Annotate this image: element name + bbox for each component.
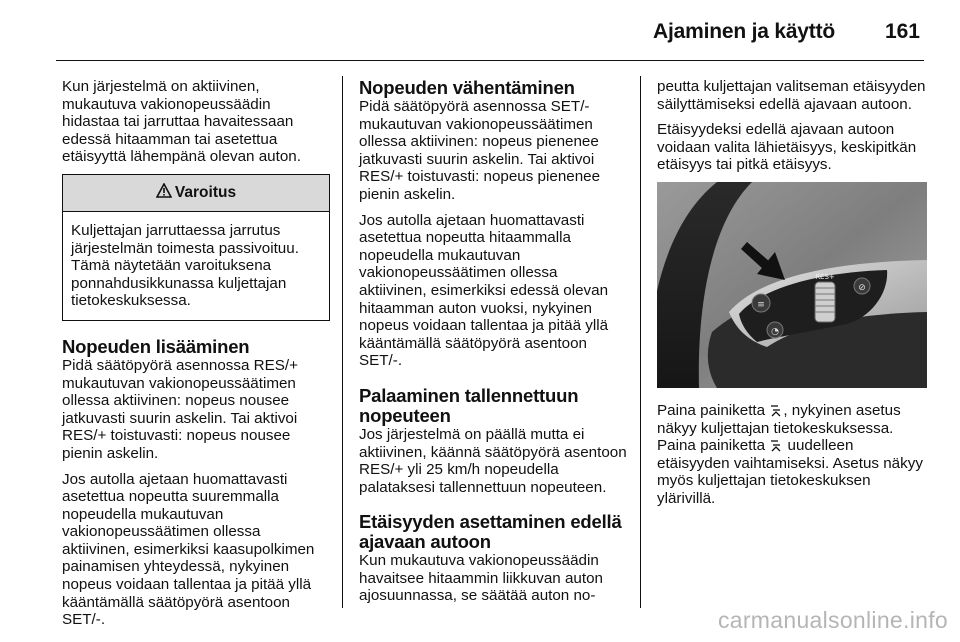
- section-heading-distance-setting: Etäisyyden asettaminen edellä ajavaan autoon: [359, 511, 622, 553]
- column-divider-2: [640, 76, 641, 608]
- page-number: 161: [884, 20, 920, 43]
- thumb-wheel: [815, 273, 835, 322]
- column-3: [657, 78, 927, 516]
- warning-text: Kuljettajan jarruttaessa jarrutus järjestelmän toimesta passivoituu. Tämä näytetään varoituksena ponnahdusikkunassa kuljettajan tietokeskuksessa.: [71, 221, 299, 310]
- steering-wheel-illustration: [657, 182, 927, 388]
- section-heading-resume-speed: Palaaminen tallennettuun nopeuteen: [359, 384, 579, 426]
- paragraph: Jos autolla ajetaan huomattavasti asetettua nopeutta suuremmalla nopeudella mukautuvan vakionopeussäätimen ollessa aktiivinen, esimerkiksi kaasupolkimen painamisen yhteydessä, nykyinen nopeus voidaan tallentaa ja pitää yllä kääntämällä säätöpyörä asentoon SET/-.: [62, 470, 315, 629]
- paragraph: Jos autolla ajetaan huomattavasti asetettua nopeutta hitaammalla nopeudella mukautuvan vakionopeussäätimen ollessa aktiivinen, esimerkiksi edessä olevan hitaamman auton vuoksi, nykyinen nopeus voidaan tallentaa ja pitää yllä kääntämällä säätöpyörä asentoon SET/-.: [359, 211, 609, 370]
- column-2: [359, 78, 629, 613]
- paragraph: Pidä säätöpyörä asennossa RES/+ mukautuvan vakionopeussäätimen ollessa aktiivinen: nopeus nousee jatkuvasti suurin askelin. Tai aktivoi RES/+ toistuvasti: nopeus nousee pienin askelin.: [62, 356, 298, 462]
- paragraph: Pidä säätöpyörä asennossa SET/- mukautuvan vakionopeussäätimen ollessa aktiivinen: nopeus pienenee jatkuvasti suurin askelin. Tai aktivoi RES/+ toistuvasti: nopeus pienenee pienin askelin.: [359, 98, 601, 203]
- cruise-button: [767, 322, 783, 338]
- header-rule: [56, 60, 924, 61]
- svg-text:◔: ◔: [771, 326, 779, 337]
- distance-button: [752, 294, 770, 312]
- paragraph-distance-button: Paina painiketta , nykyinen asetus näkyy kuljettajan tietokeskuksessa. Paina painiketta uudelleen etäisyyden vaihtamiseksi. Asetus näkyy myös kuljettajan tietokeskuksen ylärivillä.: [657, 401, 923, 507]
- distance-setting-icon: [769, 438, 783, 452]
- paragraph: peutta kuljettajan valitseman etäisyyden säilyttämiseksi edellä ajavaan autoon.: [657, 78, 926, 113]
- page-title: Ajaminen ja käyttö: [653, 20, 835, 43]
- svg-text:⊘: ⊘: [858, 282, 866, 293]
- page-header: [0, 0, 960, 62]
- section-heading-speed-decrease: Nopeuden vähentäminen: [359, 77, 575, 98]
- paragraph: Etäisyydeksi edellä ajavaan autoon voidaan valita lähietäisyys, keskipitkän etäisyys tai pitkä etäisyys.: [657, 121, 917, 174]
- warning-box: [62, 174, 330, 321]
- warning-title: Varoitus: [174, 184, 237, 202]
- section-heading-speed-increase: Nopeuden lisääminen: [62, 335, 250, 357]
- watermark: carmanualsonline.info: [717, 607, 948, 633]
- column-1: [62, 78, 330, 637]
- svg-text:≡: ≡: [757, 299, 765, 310]
- distance-setting-icon: [769, 403, 783, 417]
- warning-icon: [156, 183, 172, 203]
- cancel-button: [854, 278, 870, 294]
- warning-body: [63, 212, 329, 320]
- paragraph: Kun mukautuva vakionopeussäädin havaitsee hitaammin liikkuvan auton ajosuunnassa, se säätää auton no-: [359, 552, 603, 605]
- column-divider-1: [342, 76, 343, 608]
- svg-text:RES+: RES+: [815, 272, 835, 281]
- warning-header: [63, 175, 329, 212]
- paragraph: Jos järjestelmä on päällä mutta ei aktiivinen, käännä säätöpyörä asentoon RES/+ yli 25 km/h nopeudella palataksesi tallennettuun nopeuteen.: [359, 425, 627, 496]
- intro-paragraph: Kun järjestelmä on aktiivinen, mukautuva vakionopeussäädin hidastaa tai jarruttaa havaitessaan edessä hitaamman tai asetettua etäisyyttä lähempänä olevan auton.: [62, 78, 301, 166]
